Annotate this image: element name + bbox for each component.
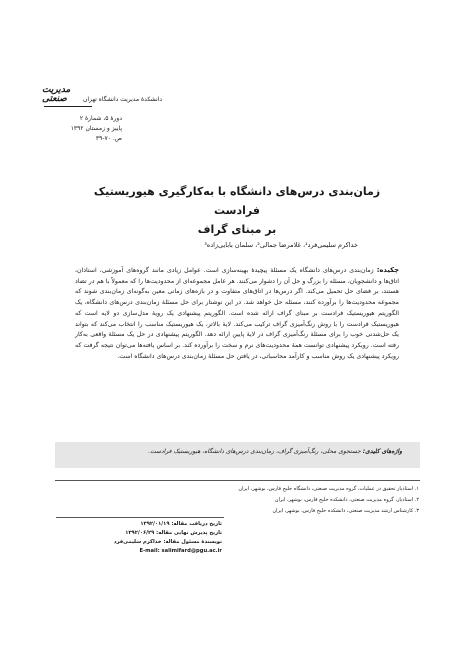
paper-title-line-1: زمان‌بندی درس‌های دانشگاه با به‌کارگیری هیوریستیک فرادست bbox=[93, 185, 381, 217]
keywords-label: واژه‌های کلیدی: bbox=[362, 448, 402, 455]
abstract-text: زمان‌بندی درس‌های دانشگاه یک مسئلهٔ پیچیدهٔ بهینه‌سازی است. عوامل زیادی مانند گروه‌های آموزشی، استادان، اتاق‌ها و دانشجویان، مسئله را بزرگ و حل آن را دشوار می‌کنند. هر عامل مجموعه‌ای از محدودیت‌ها را که معمولاً با هم در تضاد هستند، بر فضای حل تحمیل می‌کند. اگر درس‌ها در اتاق‌های متفاوت و در بازه‌های زمانی معین به‌گونه‌ای زمان‌بندی شوند که مجموعه محدودیت‌ها را برآورده کنند، مسئله حل خواهد شد. در این نوشتار برای حل مسئلهٔ زمان‌بندی درس‌های دانشگاه، یک الگوریتم هیوریستیک فرادست بر مبنای گراف ارائه شده است. الگوریتم پیشنهادی یک رویهٔ مدل‌سازی دو لایه است که هیوریستیک فرادست را با روش رنگ‌آمیزی گراف ترکیب می‌کند. لایهٔ بالاتر، یک هیوریستیک مناسب را انتخاب می‌کند که بتواند یک حل‌شدنی خوب را برای مسئلهٔ رنگ‌آمیزی گراف در لایهٔ پایین ارائه دهد. الگوریتم پیشنهادی در حل یک مسئلهٔ واقعی به‌کار رفته است. رویکرد پیشنهادی توانست همهٔ محدودیت‌های نرم و سخت را برآورده کند. بر اساس یافته‌ها می‌توان نتیجه گرفت که رویکرد پیشنهادی یک روش مناسب و کارآمد محاسباتی، در یافتن حل مسئلهٔ زمان‌بندی درس‌های دانشگاه است. bbox=[75, 267, 399, 360]
keywords bbox=[72, 447, 402, 457]
author-list: خداکرم سلیمی‌فرد¹، غلامرضا جمالی²، سلمان بابایی‌زاده³ bbox=[204, 241, 358, 249]
journal-logo bbox=[42, 86, 92, 107]
keywords-text: جستجوی محلی، رنگ‌آمیزی گراف، زمان‌بندی درس‌های دانشگاه، هیوریستیک فرادست. bbox=[148, 448, 361, 455]
issue-volume: دورهٔ ۵، شمارهٔ ۲ bbox=[79, 115, 122, 122]
paper-title-line-2: بر مبنای گراف bbox=[197, 223, 277, 236]
issue-pages: ص. ۷۰-۳۹ bbox=[95, 135, 122, 142]
dates-divider bbox=[56, 517, 224, 518]
accepted-date: تاریخ پذیرش نهایی مقاله: ۱۳۹۲/۰۶/۲۹ bbox=[125, 530, 222, 536]
issue-season: پاییز و زمستان ۱۳۹۲ bbox=[70, 125, 122, 132]
footnote-item: ۳. کارشناس ارشد مدیریت صنعتی، دانشکده خلیج فارس، بوشهر، ایران bbox=[272, 508, 419, 514]
footnote-item: ۲. استادیار، گروه مدیریت صنعتی، دانشکده خلیج فارس، بوشهر، ایران bbox=[274, 497, 419, 503]
issue-info bbox=[42, 114, 122, 144]
university-name: دانشکدهٔ مدیریت دانشگاه تهران bbox=[82, 96, 162, 103]
author-email: E-mail: salimifard@pgu.ac.ir bbox=[139, 548, 222, 554]
footnotes bbox=[54, 484, 419, 517]
paper-title bbox=[70, 182, 404, 239]
received-date: تاریخ دریافت مقاله: ۱۳۹۲/۰۱/۱۹ bbox=[140, 521, 222, 527]
article-dates bbox=[114, 520, 222, 556]
footnote-divider bbox=[55, 480, 420, 481]
abstract bbox=[75, 265, 399, 362]
logo-underline bbox=[44, 106, 92, 107]
corresponding-author: نویسندهٔ مسئول مقاله: خداکرم سلیمی‌فرد bbox=[113, 539, 222, 545]
footnote-item: ۱. استادیار تحقیق در عملیات، گروه مدیریت صنعتی، دانشگاه خلیج فارس، بوشهر، ایران bbox=[238, 486, 419, 492]
journal-logo-text: مدیریت صنعتی bbox=[42, 85, 71, 104]
abstract-label: چکیده: bbox=[376, 266, 399, 274]
